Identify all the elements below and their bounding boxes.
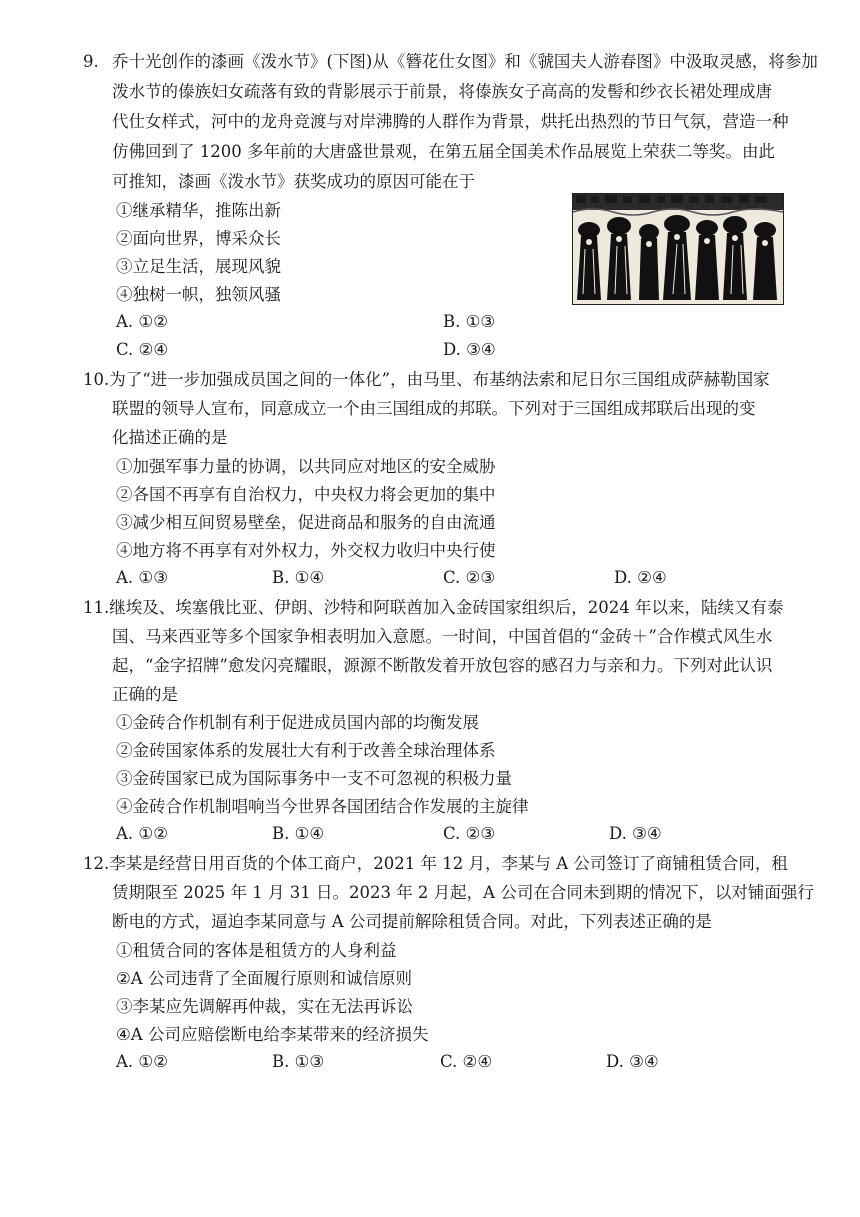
statement-item: ②面向世界，博采众长 bbox=[116, 229, 281, 248]
choice-b[interactable]: B. ①③ bbox=[443, 312, 496, 331]
question-stem-line: 断电的方式，逼迫李某同意与 A 公司提前解除租赁合同。对此，下列表述正确的是 bbox=[112, 912, 712, 931]
statement-item: ②各国不再享有自治权力，中央权力将会更加的集中 bbox=[116, 485, 496, 504]
water-festival-lacquer-painting bbox=[573, 194, 783, 304]
choice-b[interactable]: B. ①④ bbox=[272, 568, 325, 587]
statement-item: ①金砖合作机制有利于促进成员国内部的均衡发展 bbox=[116, 713, 479, 732]
choice-a[interactable]: A. ①② bbox=[116, 824, 168, 843]
statement-item: ①租赁合同的客体是租赁方的人身利益 bbox=[116, 941, 397, 960]
question-stem-line: 代仕女样式，河中的龙舟竞渡与对岸沸腾的人群作为背景，烘托出热烈的节日气氛，营造一种 bbox=[112, 112, 789, 131]
choice-c[interactable]: C. ②④ bbox=[116, 340, 169, 359]
choice-a[interactable]: A. ①③ bbox=[116, 568, 168, 587]
statement-item: ③李某应先调解再仲裁，实在无法再诉讼 bbox=[116, 997, 413, 1016]
statement-item: ②金砖国家体系的发展壮大有利于改善全球治理体系 bbox=[116, 741, 496, 760]
question-number: 10. bbox=[83, 370, 110, 389]
statement-item: ①继承精华，推陈出新 bbox=[116, 201, 281, 220]
choice-c[interactable]: C. ②③ bbox=[443, 568, 496, 587]
choice-d[interactable]: D. ③④ bbox=[606, 1052, 659, 1071]
statement-item: ①加强军事力量的协调，以共同应对地区的安全威胁 bbox=[116, 457, 496, 476]
choice-c[interactable]: C. ②③ bbox=[443, 824, 496, 843]
question-number: 12. bbox=[83, 854, 110, 873]
question-stem-line: 12.李某是经营日用百货的个体工商户，2021 年 12 月，李某与 A 公司签订了商铺租赁合同，租 bbox=[83, 854, 788, 873]
question-stem-line: 起，“金字招牌”愈发闪亮耀眼，源源不断散发着开放包容的感召力与亲和力。下列对此认识 bbox=[112, 656, 773, 675]
question-number: 11. bbox=[83, 598, 110, 617]
choice-a[interactable]: A. ①② bbox=[116, 1052, 168, 1071]
statement-item: ④金砖合作机制唱响当今世界各国团结合作发展的主旋律 bbox=[116, 797, 529, 816]
statement-item: ④A 公司应赔偿断电给李某带来的经济损失 bbox=[116, 1025, 429, 1044]
question-stem-line: 11.继埃及、埃塞俄比亚、伊朗、沙特和阿联酋加入金砖国家组织后，2024 年以来，陆续又有泰 bbox=[83, 598, 784, 617]
choice-d[interactable]: D. ③④ bbox=[609, 824, 662, 843]
question-stem-line: 化描述正确的是 bbox=[112, 428, 228, 447]
choice-b[interactable]: B. ①④ bbox=[272, 824, 325, 843]
question-number: 9. bbox=[83, 52, 99, 71]
statement-item: ②A 公司违背了全面履行原则和诚信原则 bbox=[116, 969, 412, 988]
question-stem-line: 赁期限至 2025 年 1 月 31 日。2023 年 2 月起，A 公司在合同未到期的情况下，以对铺面强行 bbox=[112, 883, 814, 902]
statement-item: ④地方将不再享有对外权力，外交权力收归中央行使 bbox=[116, 541, 496, 560]
statement-item: ④独树一帜，独领风骚 bbox=[116, 285, 281, 304]
question-stem-line: 10.为了“进一步加强成员国之间的一体化”，由马里、布基纳法索和尼日尔三国组成萨赫勒国家 bbox=[83, 370, 770, 389]
choice-a[interactable]: A. ①② bbox=[116, 312, 168, 331]
question-stem-line: 联盟的领导人宣布，同意成立一个由三国组成的邦联。下列对于三国组成邦联后出现的变 bbox=[112, 399, 756, 418]
statement-item: ③减少相互间贸易壁垒，促进商品和服务的自由流通 bbox=[116, 513, 496, 532]
statement-item: ③金砖国家已成为国际事务中一支不可忽视的积极力量 bbox=[116, 769, 512, 788]
question-stem-line: 国、马来西亚等多个国家争相表明加入意愿。一时间，中国首倡的“金砖＋”合作模式风生水 bbox=[112, 627, 773, 646]
question-stem-line: 仿佛回到了 1200 多年前的大唐盛世景观，在第五届全国美术作品展览上荣获二等奖。由此 bbox=[112, 142, 775, 161]
question-stem-line: 正确的是 bbox=[112, 685, 178, 704]
question-stem-line: 9. 乔十光创作的漆画《泼水节》(下图)从《簪花仕女图》和《虢国夫人游春图》中汲取灵感，将参加 bbox=[112, 48, 818, 76]
painting-image bbox=[572, 193, 784, 305]
choice-d[interactable]: D. ②④ bbox=[614, 568, 667, 587]
statement-item: ③立足生活，展现风貌 bbox=[116, 257, 281, 276]
choice-d[interactable]: D. ③④ bbox=[443, 340, 496, 359]
choice-c[interactable]: C. ②④ bbox=[440, 1052, 493, 1071]
question-stem-line: 可推知，漆画《泼水节》获奖成功的原因可能在于 bbox=[112, 172, 475, 191]
question-stem-line: 泼水节的傣族妇女疏落有致的背影展示于前景，将傣族女子高高的发髻和纱衣长裙处理成唐 bbox=[112, 82, 772, 101]
choice-b[interactable]: B. ①③ bbox=[272, 1052, 325, 1071]
